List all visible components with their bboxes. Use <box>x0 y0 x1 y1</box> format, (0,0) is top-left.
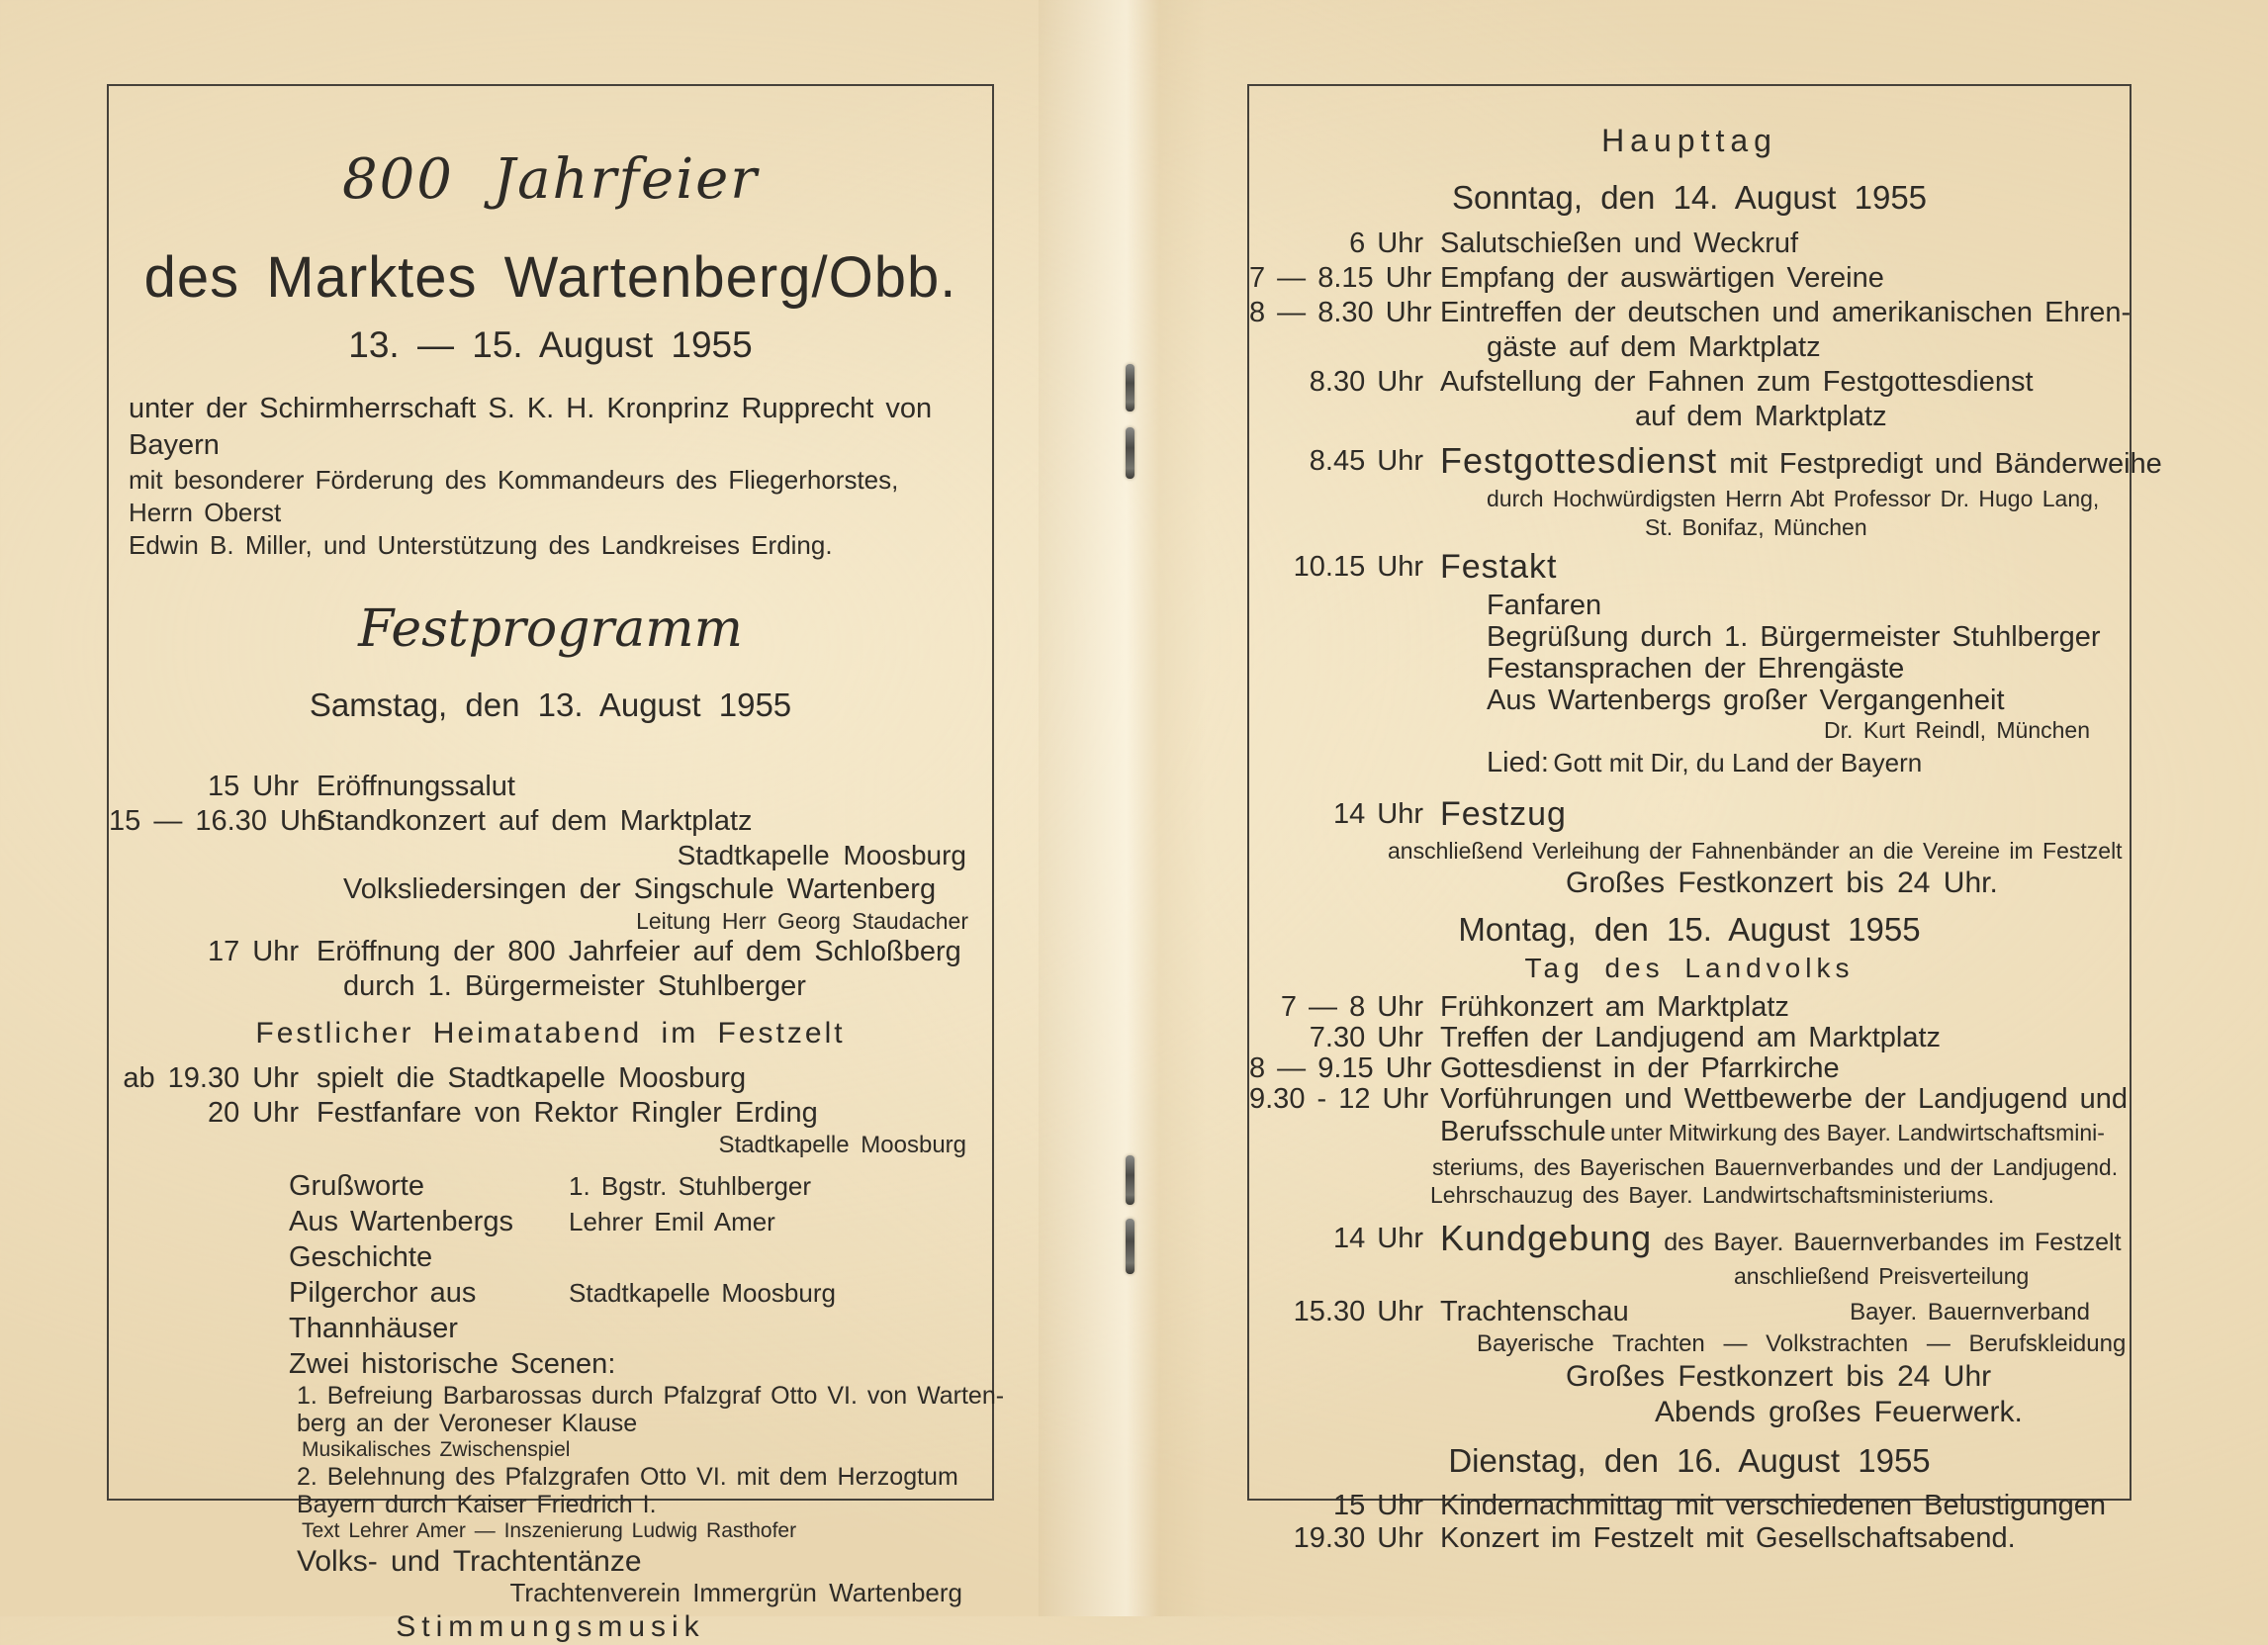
program-item-row <box>109 1275 992 1346</box>
event-text: Volksliedersingen der Singschule Wartenberg <box>343 873 937 905</box>
closing-line: Stimmungsmusik <box>396 1610 705 1643</box>
event-time: 10.15 Uhr <box>1293 551 1423 583</box>
dances-credit: Trachtenverein Immergrün Wartenberg <box>509 1578 962 1607</box>
event-text: Trachtenschau <box>1440 1296 1629 1327</box>
schedule-row <box>1249 365 2130 400</box>
event-time: 7.30 Uhr <box>1309 1022 1423 1053</box>
event-time: 15 — 16.30 Uhr <box>109 805 326 837</box>
schedule-row <box>1249 546 2130 590</box>
evening-schedule <box>109 1061 1005 1645</box>
scene-line: 2. Belehnung des Pfalzgrafen Otto VI. mit dem Herzogtum <box>297 1463 958 1491</box>
program-item-label: Pilgerchor aus Thannhäuser <box>289 1277 477 1344</box>
program-item-credit: Lehrer Emil Amer <box>569 1207 775 1236</box>
event-text: Empfang der auswärtigen Vereine <box>1440 262 1884 294</box>
schedule-row <box>1249 440 2162 485</box>
schedule-row <box>1249 261 2130 296</box>
festival-main-title: des Marktes Wartenberg/Obb. <box>143 245 957 310</box>
sub-note: Bayerische Trachten — Volkstrachten — Berufskleidung <box>1477 1330 2127 1357</box>
program-item-list <box>109 1168 992 1346</box>
event-text: Berufsschule <box>1440 1116 1606 1147</box>
festakt-line: Fanfaren <box>1487 590 1602 621</box>
sunday-schedule <box>1249 227 2162 901</box>
staple-top-lower <box>1126 427 1134 479</box>
continuation-line: auf dem Marktplatz <box>1635 401 1887 432</box>
event-text: Eintreffen der deutschen und amerikanischen Ehren- <box>1440 297 2132 328</box>
schedule-row <box>109 935 992 969</box>
event-time: ab 19.30 Uhr <box>123 1062 299 1094</box>
emphasized-event: Festakt <box>1440 548 1558 586</box>
program-item-credit: Stadtkapelle Moosburg <box>569 1278 836 1308</box>
fireworks-line: Abends großes Feuerwerk. <box>1655 1396 2023 1428</box>
event-text: Eröffnungssalut <box>317 771 515 802</box>
page-heading-haupttag: Haupttag <box>1601 123 1777 158</box>
continuation-line <box>1249 1115 2130 1153</box>
staple-bottom-upper <box>1126 1155 1134 1205</box>
scenes-heading: Zwei historische Scenen: <box>289 1348 616 1380</box>
dances-line: Volks- und Trachtentänze <box>297 1545 642 1578</box>
staple-top-upper <box>1126 364 1134 411</box>
sub-note: unter Mitwirkung des Bayer. Landwirtschaftsmini- <box>1610 1120 2105 1145</box>
patronage-line-3: Edwin B. Miller, und Unterstützung des Landkreises Erding. <box>129 530 833 560</box>
event-time: 15 Uhr <box>1332 1490 1423 1521</box>
sub-note: anschließend Verleihung der Fahnenbänder an die Vereine im Festzelt <box>1388 838 2123 864</box>
day-heading-sunday: Sonntag, den 14. August 1955 <box>1451 179 1928 216</box>
schedule-row <box>1249 793 2130 837</box>
schedule-row <box>109 770 992 804</box>
sub-note: steriums, des Bayerischen Bauernverbandes und der Landjugend. <box>1432 1154 2119 1180</box>
event-text: Eröffnung der 800 Jahrfeier auf dem Schloßberg <box>317 936 961 967</box>
evening-heading: Festlicher Heimatabend im Festzelt <box>255 1017 846 1050</box>
event-time: 14 Uhr <box>1332 1223 1423 1254</box>
schedule-row <box>1249 1053 2130 1084</box>
song-title: Gott mit Dir, du Land der Bayern <box>1553 748 1923 777</box>
day-subheading-landvolk: Tag des Landvolks <box>1524 953 1855 983</box>
continuation-line: gäste auf dem Marktplatz <box>1487 331 1821 363</box>
left-page <box>107 84 1005 1643</box>
event-credit: Stadtkapelle Moosburg <box>718 1132 966 1158</box>
program-item-label: Grußworte <box>289 1170 424 1202</box>
program-item-label: Aus Wartenbergs Geschichte <box>289 1206 513 1273</box>
schedule-row <box>109 1096 992 1131</box>
festival-date-range: 13. — 15. August 1955 <box>348 324 753 365</box>
staple-bottom-lower <box>1126 1219 1134 1274</box>
schedule-row <box>1249 1522 2130 1555</box>
event-time: 8.45 Uhr <box>1309 445 1423 477</box>
event-text-rest: mit Festpredigt und Bänderweihe <box>1729 448 2162 480</box>
program-item-credit: 1. Bgstr. Stuhlberger <box>569 1171 812 1201</box>
song-label: Lied: <box>1487 747 1549 778</box>
event-credit: Leitung Herr Georg Staudacher <box>636 908 968 934</box>
event-time: 8 — 9.15 Uhr <box>1249 1052 1432 1084</box>
event-time: 17 Uhr <box>207 936 299 967</box>
event-time: 7 — 8.15 Uhr <box>1249 262 1432 294</box>
emphasized-event: Festgottesdienst <box>1440 440 1718 481</box>
schedule-row <box>109 1061 992 1096</box>
event-time: 15.30 Uhr <box>1293 1296 1423 1327</box>
event-text-rest: des Bayer. Bauernverbandes im Festzelt <box>1664 1229 2122 1256</box>
event-text: Standkonzert auf dem Marktplatz <box>317 805 753 837</box>
event-time: 7 — 8 Uhr <box>1280 991 1423 1023</box>
schedule-row <box>1249 992 2130 1023</box>
event-time: 9.30 - 12 Uhr <box>1249 1083 1429 1115</box>
interlude-note: Musikalisches Zwischenspiel <box>302 1438 571 1461</box>
day-heading-saturday: Samstag, den 13. August 1955 <box>309 686 792 723</box>
event-text <box>1423 546 1557 590</box>
patronage-line-2: mit besonderer Förderung des Kommandeurs des Fliegerhorstes, Herrn Oberst <box>129 465 899 527</box>
event-time: 19.30 Uhr <box>1293 1522 1423 1554</box>
event-text: Konzert im Festzelt mit Gesellschaftsabend. <box>1440 1522 2016 1554</box>
schedule-row <box>1249 1219 2130 1262</box>
song-line <box>1249 745 2130 785</box>
tuesday-schedule <box>1249 1490 2130 1555</box>
event-text: spielt die Stadtkapelle Moosburg <box>317 1062 747 1094</box>
festival-script-title: 800 Jahrfeier <box>341 147 760 212</box>
program-item-row <box>109 1168 992 1204</box>
schedule-row <box>1249 1490 2130 1522</box>
day-heading-monday: Montag, den 15. August 1955 <box>1458 911 1921 948</box>
event-text: Salutschießen und Weckruf <box>1440 228 1799 259</box>
event-text: Vorführungen und Wettbewerbe der Landjugend und <box>1440 1083 2129 1115</box>
emphasized-event: Kundgebung <box>1440 1218 1653 1258</box>
program-script-heading: Festprogramm <box>358 599 743 659</box>
event-credit: Dr. Kurt Reindl, München <box>1824 717 2090 743</box>
schedule-row <box>1249 227 2130 261</box>
continuation-line: durch 1. Bürgermeister Stuhlberger <box>343 970 806 1002</box>
event-text-wrap <box>1423 1295 2130 1329</box>
booklet-fold <box>1039 0 1207 1616</box>
scene-credits: Text Lehrer Amer — Inszenierung Ludwig Rasthofer <box>302 1519 797 1542</box>
monday-schedule <box>1249 992 2130 1430</box>
event-text: Frühkonzert am Marktplatz <box>1440 991 1789 1023</box>
patronage-line-1: unter der Schirmherrschaft S. K. H. Kronprinz Rupprecht von Bayern <box>129 393 933 461</box>
event-time: 8 — 8.30 Uhr <box>1249 297 1432 328</box>
concert-line: Großes Festkonzert bis 24 Uhr. <box>1566 867 1998 899</box>
schedule-row <box>1249 296 2130 330</box>
sub-note: anschließend Preisverteilung <box>1734 1263 2030 1289</box>
sub-note: Lehrschauzug des Bayer. Landwirtschaftsministeriums. <box>1430 1182 1995 1208</box>
event-text: Kindernachmittag mit verschiedenen Belustigungen <box>1440 1490 2106 1521</box>
event-text: Aufstellung der Fahnen zum Festgottesdienst <box>1440 366 2034 398</box>
event-text: Gottesdienst in der Pfarrkirche <box>1440 1052 1840 1084</box>
event-time: 8.30 Uhr <box>1309 366 1423 398</box>
event-text <box>1423 440 2162 485</box>
event-text: Festfanfare von Rektor Ringler Erding <box>317 1097 818 1129</box>
event-text <box>1423 1219 2122 1262</box>
event-text: Treffen der Landjugend am Marktplatz <box>1440 1022 1942 1053</box>
emphasized-event: Festzug <box>1440 795 1567 833</box>
scene-line: 1. Befreiung Barbarossas durch Pfalzgraf Otto VI. von Warten- <box>297 1382 1005 1410</box>
scene-line: Bayern durch Kaiser Friedrich I. <box>297 1491 657 1518</box>
sub-note: durch Hochwürdigsten Herrn Abt Professor Dr. Hugo Lang, <box>1487 486 2100 511</box>
saturday-schedule <box>109 770 992 1004</box>
schedule-row <box>1249 1084 2130 1115</box>
festakt-line: Begrüßung durch 1. Bürgermeister Stuhlberger <box>1487 621 2101 653</box>
program-item-row <box>109 1204 992 1275</box>
schedule-row <box>1249 1023 2130 1053</box>
day-heading-tuesday: Dienstag, den 16. August 1955 <box>1448 1442 1931 1479</box>
right-page <box>1247 84 2162 1554</box>
schedule-row <box>109 804 992 839</box>
event-credit: Bayer. Bauernverband <box>1850 1299 2090 1325</box>
festakt-line: Festansprachen der Ehrengäste <box>1487 653 1905 685</box>
event-time: 6 Uhr <box>1349 228 1423 259</box>
concert-line: Großes Festkonzert bis 24 Uhr <box>1566 1360 1992 1393</box>
schedule-row <box>1249 1295 2130 1329</box>
event-time: 14 Uhr <box>1332 798 1423 830</box>
event-credit: Stadtkapelle Moosburg <box>677 840 966 870</box>
sub-note: St. Bonifaz, München <box>1645 514 1867 540</box>
event-time: 15 Uhr <box>207 771 299 802</box>
event-time: 20 Uhr <box>207 1097 299 1129</box>
event-text <box>1423 793 1567 837</box>
festakt-line: Aus Wartenbergs großer Vergangenheit <box>1487 685 2005 716</box>
scene-line: berg an der Veroneser Klause <box>297 1410 638 1437</box>
